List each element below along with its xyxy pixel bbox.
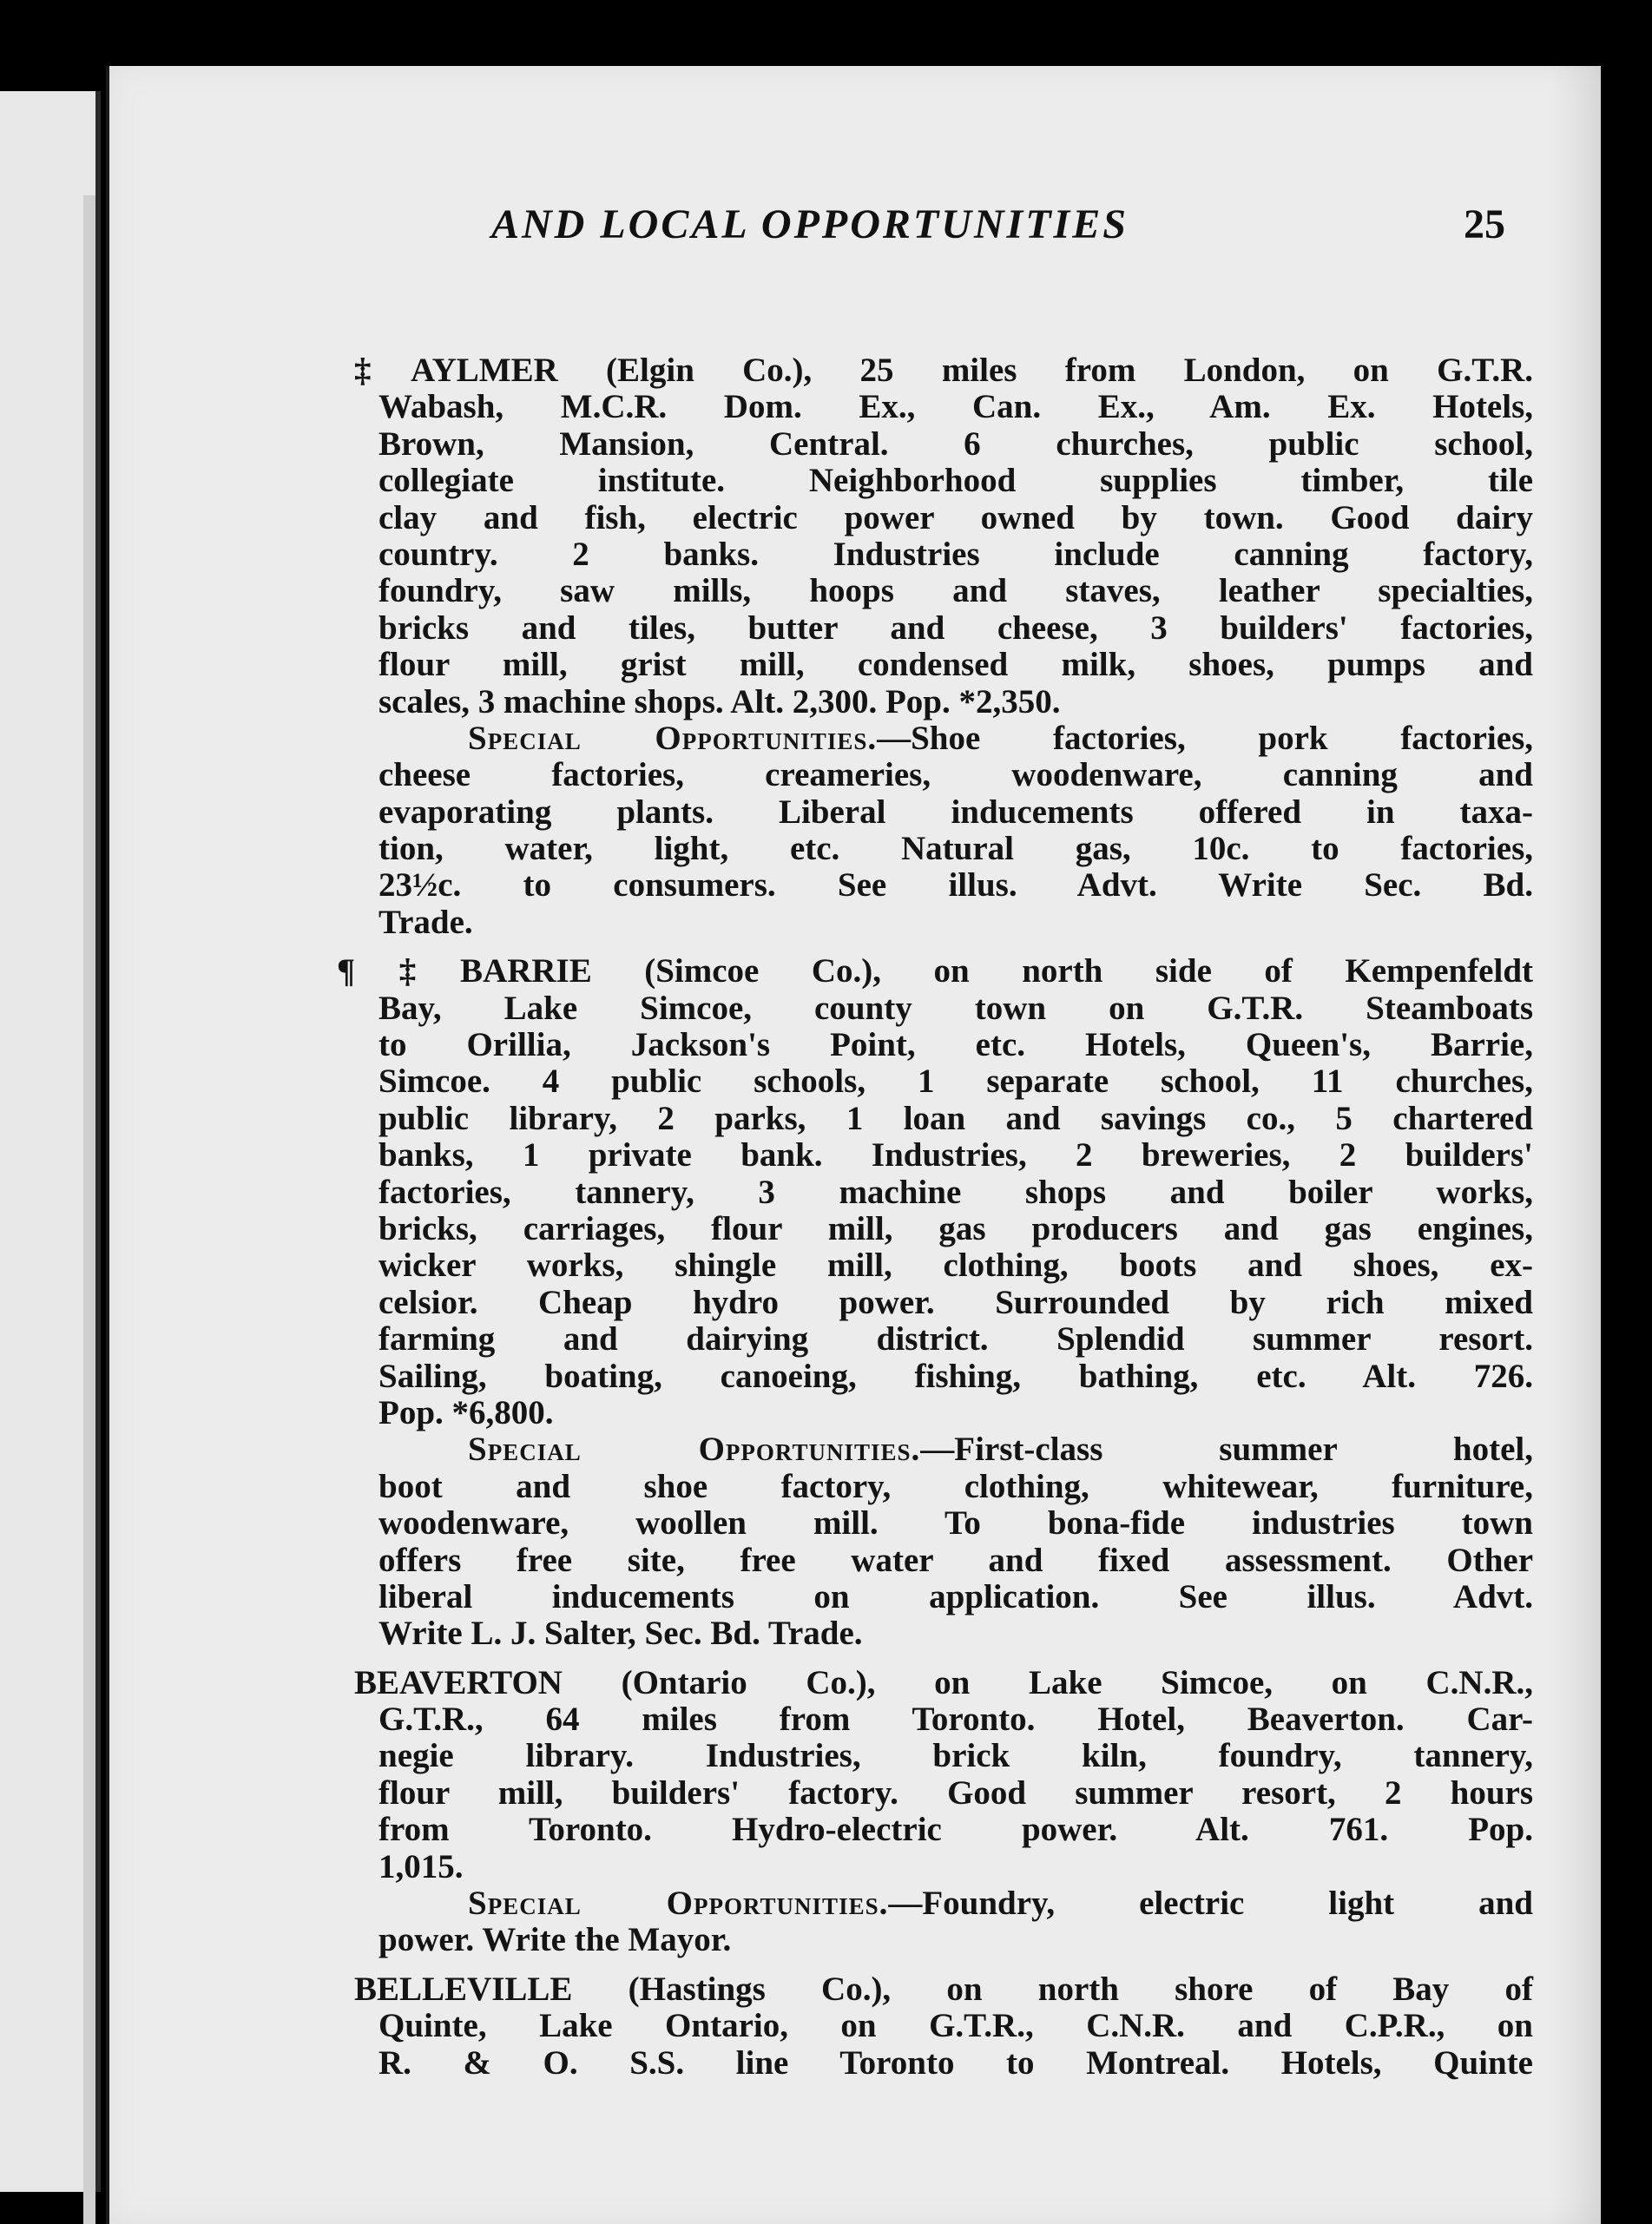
special-opportunities-line: cheese factories, creameries, woodenware, canning and	[378, 756, 1533, 794]
entry-line: Brown, Mansion, Central. 6 churches, public school,	[378, 424, 1533, 463]
special-opportunities-text: —Foundry, electric light and	[888, 1885, 1533, 1923]
special-opportunities-line	[378, 1431, 1533, 1468]
entry-line: Pop. *6,800.	[378, 1393, 554, 1431]
special-opportunities-text: —First-class summer hotel,	[920, 1431, 1534, 1469]
entry-line: Wabash, M.C.R. Dom. Ex., Can. Ex., Am. Ex. Hotels,	[378, 388, 1533, 426]
page-gutter	[83, 195, 95, 2224]
entry-aylmer	[354, 352, 1533, 941]
entry-line: from Toronto. Hydro-electric power. Alt. 761. Pop.	[378, 1811, 1533, 1849]
entry-line: foundry, saw mills, hoops and staves, leather specialties,	[378, 572, 1533, 610]
page-shadow	[1549, 66, 1601, 2224]
facing-page-edge	[0, 91, 101, 2192]
entry-line: celsior. Cheap hydro power. Surrounded by rich mixed	[378, 1283, 1533, 1321]
page-number: 25	[1464, 201, 1505, 247]
entry-line: banks, 1 private bank. Industries, 2 breweries, 2 builders'	[378, 1136, 1533, 1175]
entry-barrie	[337, 952, 1534, 1653]
entry-line: country. 2 banks. Industries include canning factory,	[378, 535, 1533, 573]
special-opportunities-line: evaporating plants. Liberal inducements offered in taxa-	[378, 793, 1533, 831]
special-opportunities-line: liberal inducements on application. See illus. Advt.	[378, 1577, 1533, 1615]
special-opportunities-label: Special Opportunities.	[468, 719, 878, 757]
special-opportunities-line	[378, 720, 1533, 757]
book-page	[106, 66, 1601, 2224]
page-body	[337, 352, 1534, 2082]
special-opportunities-label: Special Opportunities.	[468, 1885, 889, 1923]
entry-line: Quinte, Lake Ontario, on G.T.R., C.N.R. and C.P.R., on	[378, 2007, 1533, 2045]
entry-belleville	[354, 1970, 1533, 2082]
special-opportunities-text: —Shoe factories, pork factories,	[877, 719, 1533, 757]
entry-line: to Orillia, Jackson's Point, etc. Hotels, Queen's, Barrie,	[378, 1026, 1533, 1064]
entry-line: Simcoe. 4 public schools, 1 separate school, 11 churches,	[378, 1063, 1533, 1101]
special-opportunities-line: Write L. J. Salter, Sec. Bd. Trade.	[378, 1615, 863, 1653]
entry-line: bricks and tiles, butter and cheese, 3 builders' factories,	[378, 609, 1533, 647]
entry-line: 1,015.	[378, 1847, 464, 1885]
special-opportunities-line: woodenware, woollen mill. To bona-fide industries town	[378, 1504, 1533, 1543]
entry-line: wicker works, shingle mill, clothing, boots and shoes, ex-	[378, 1247, 1533, 1285]
entry-line: flour mill, builders' factory. Good summer resort, 2 hours	[378, 1773, 1533, 1812]
entry-line: farming and dairying district. Splendid summer resort.	[378, 1320, 1533, 1359]
page-header	[491, 201, 1516, 261]
special-opportunities-line: power. Write the Mayor.	[378, 1921, 732, 1959]
entry-line: negie library. Industries, brick kiln, foundry, tannery,	[378, 1737, 1533, 1775]
special-opportunities-line: boot and shoe factory, clothing, whitewear, furniture,	[378, 1467, 1533, 1505]
entry-line: collegiate institute. Neighborhood supplies timber, tile	[378, 462, 1533, 500]
special-opportunities-line: Trade.	[378, 903, 473, 941]
special-opportunities-line	[378, 1885, 1533, 1922]
entry-line: R. & O. S.S. line Toronto to Montreal. Hotels, Quinte	[378, 2043, 1533, 2082]
entry-line: ‡AYLMER (Elgin Co.), 25 miles from London, on G.T.R.	[354, 352, 1533, 389]
entry-line: public library, 2 parks, 1 loan and savings co., 5 chartered	[378, 1099, 1533, 1137]
special-opportunities-line: offers free site, free water and fixed assessment. Other	[378, 1541, 1533, 1579]
entry-line: flour mill, grist mill, condensed milk, shoes, pumps and	[378, 646, 1533, 684]
entry-beaverton	[354, 1663, 1533, 1959]
entry-line: BELLEVILLE (Hastings Co.), on north shore of Bay of	[354, 1970, 1533, 2008]
special-opportunities-line: tion, water, light, etc. Natural gas, 10c. to factories,	[378, 830, 1533, 868]
entry-line: Bay, Lake Simcoe, county town on G.T.R. Steamboats	[378, 989, 1533, 1027]
entry-line: bricks, carriages, flour mill, gas producers and gas engines,	[378, 1209, 1533, 1247]
entry-line: Sailing, boating, canoeing, fishing, bathing, etc. Alt. 726.	[378, 1357, 1533, 1395]
entry-line: ¶‡BARRIE (Simcoe Co.), on north side of Kempenfeldt	[337, 952, 1533, 990]
entry-line: G.T.R., 64 miles from Toronto. Hotel, Beaverton. Car-	[378, 1701, 1533, 1739]
entry-line: factories, tannery, 3 machine shops and boiler works,	[378, 1173, 1533, 1211]
special-opportunities-line: 23½c. to consumers. See illus. Advt. Write Sec. Bd.	[378, 866, 1533, 905]
entry-line: clay and fish, electric power owned by town. Good dairy	[378, 498, 1533, 536]
special-opportunities-label: Special Opportunities.	[468, 1431, 921, 1469]
entry-line: BEAVERTON (Ontario Co.), on Lake Simcoe, on C.N.R.,	[354, 1663, 1533, 1701]
entry-line: scales, 3 machine shops. Alt. 2,300. Pop. *2,350.	[378, 682, 1061, 720]
running-head: AND LOCAL OPPORTUNITIES	[491, 201, 1129, 247]
